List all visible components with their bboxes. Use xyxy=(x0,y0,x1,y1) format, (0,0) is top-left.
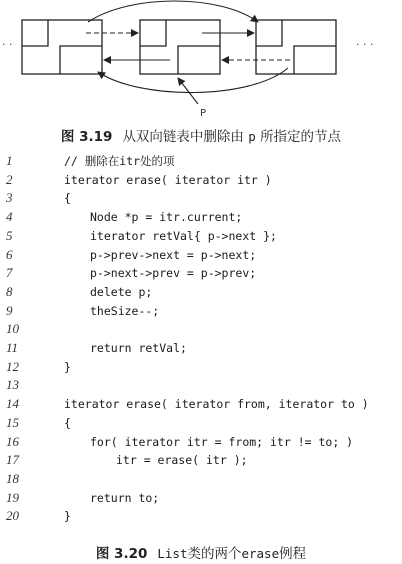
list-node-p xyxy=(140,20,220,74)
code-text: return retVal; xyxy=(90,341,187,355)
caption-function-name: erase xyxy=(241,546,280,561)
code-line xyxy=(0,395,402,413)
code-line xyxy=(0,246,402,264)
caption-variable: p xyxy=(248,129,256,144)
line-number: 9 xyxy=(6,302,13,318)
code-line xyxy=(0,302,402,320)
line-number: 20 xyxy=(6,508,19,524)
line-number: 19 xyxy=(6,489,19,505)
caption-text-part: 例程 xyxy=(279,546,307,562)
line-number: 8 xyxy=(6,283,13,299)
caption-text-part: 所指定的节点 xyxy=(260,129,342,145)
caption-text-part: 类的两个 xyxy=(187,546,242,562)
code-text: theSize--; xyxy=(90,303,160,318)
code-text: for( iterator itr = from; itr != to; ) xyxy=(90,434,354,449)
code-line xyxy=(0,507,402,525)
code-line xyxy=(0,433,402,451)
bypass-prev-arc xyxy=(98,68,288,93)
code-text: { xyxy=(64,415,71,430)
caption-class-name: List xyxy=(157,546,188,561)
pointer-p-label: P xyxy=(200,108,207,118)
code-line xyxy=(0,283,402,301)
ellipsis-left: · · xyxy=(2,38,13,51)
code-line xyxy=(0,470,402,488)
code-line xyxy=(0,320,402,338)
code-line xyxy=(0,264,402,282)
code-line xyxy=(0,358,402,376)
code-text: iterator retVal{ p->next }; xyxy=(90,228,277,243)
line-number: 11 xyxy=(6,340,19,355)
code-text: { xyxy=(64,191,71,206)
code-line xyxy=(0,489,402,507)
code-line xyxy=(0,414,402,432)
line-number: 4 xyxy=(6,209,13,225)
line-number: 10 xyxy=(6,321,19,337)
ellipsis-right: · · · xyxy=(356,38,374,51)
line-number: 7 xyxy=(6,265,13,281)
code-line xyxy=(0,189,402,207)
code-text: Node *p = itr.current; xyxy=(90,210,243,225)
code-line xyxy=(0,451,402,469)
code-line xyxy=(0,339,402,357)
code-text: // 删除在itr处的项 xyxy=(64,154,175,168)
code-text: delete p; xyxy=(90,284,153,299)
line-number: 13 xyxy=(6,377,19,393)
pointer-p-arrow xyxy=(178,78,198,104)
line-number: 14 xyxy=(6,396,19,412)
list-node-3 xyxy=(256,20,336,74)
line-number: 5 xyxy=(6,227,13,243)
line-number: 18 xyxy=(6,470,19,486)
code-text: itr = erase( itr ); xyxy=(116,453,248,468)
line-number: 1 xyxy=(6,153,13,168)
line-number: 16 xyxy=(6,433,19,449)
figure-caption-3-19 xyxy=(0,125,402,145)
code-text: p->prev->next = p->next; xyxy=(90,247,257,262)
figure-label: 图 3.19 xyxy=(60,129,113,145)
caption-text-part: 从双向链表中删除由 xyxy=(122,129,244,145)
code-line xyxy=(0,227,402,245)
line-number: 12 xyxy=(6,358,19,374)
code-text: p->next->prev = p->prev; xyxy=(90,266,257,281)
code-line xyxy=(0,208,402,226)
line-number: 17 xyxy=(6,452,19,468)
code-text: iterator erase( iterator from, iterator to ) xyxy=(64,397,369,412)
line-number: 15 xyxy=(6,414,19,430)
figure-label: 图 3.20 xyxy=(95,546,148,562)
code-line xyxy=(0,152,402,170)
code-line xyxy=(0,171,402,189)
figure-caption-3-20 xyxy=(0,542,402,562)
linked-list-diagram xyxy=(0,0,402,118)
code-text: iterator erase( iterator itr ) xyxy=(64,172,272,187)
line-number: 2 xyxy=(6,171,13,187)
list-node-1 xyxy=(22,20,102,74)
line-number: 6 xyxy=(6,246,13,262)
code-text: return to; xyxy=(90,490,160,505)
line-number: 3 xyxy=(6,190,13,206)
code-text: } xyxy=(64,509,71,524)
code-text: } xyxy=(64,359,71,374)
code-line xyxy=(0,376,402,394)
bypass-next-arc xyxy=(88,1,258,22)
